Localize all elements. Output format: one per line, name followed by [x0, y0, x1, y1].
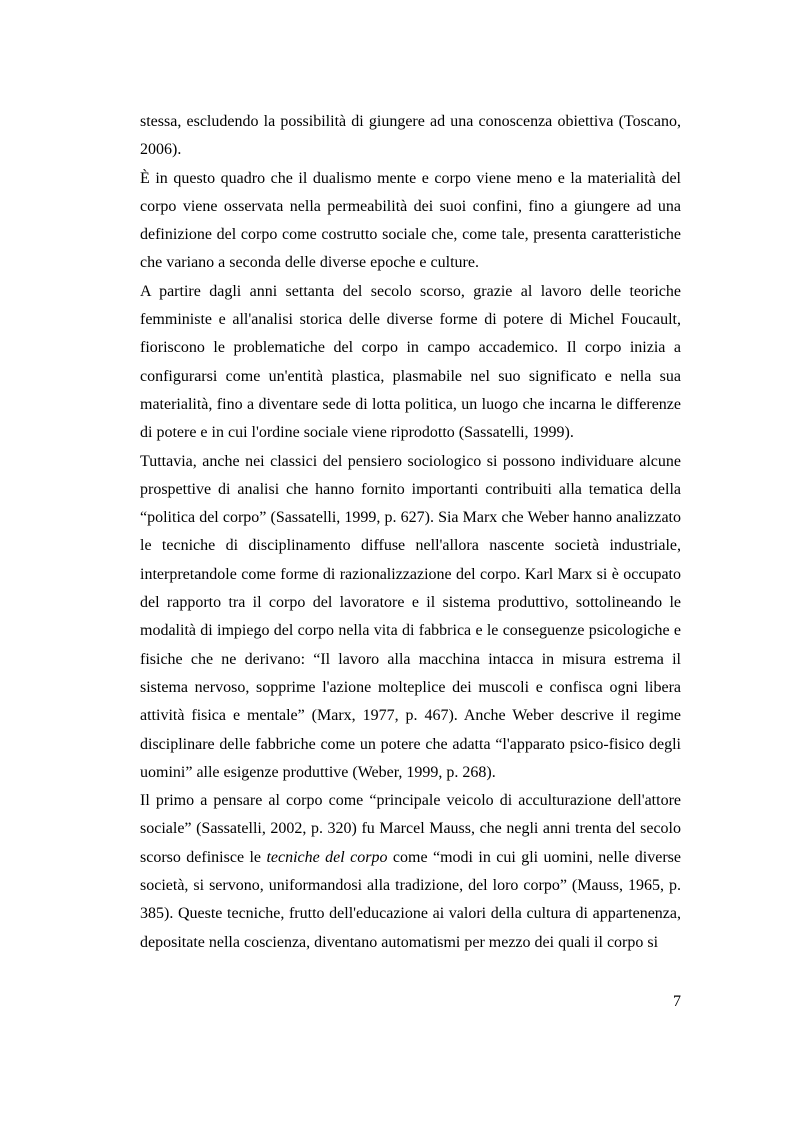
page-number: 7 [673, 993, 681, 1010]
paragraph-seventies: A partire dagli anni settanta del secolo scorso, grazie al lavoro delle teoriche femministe e all'analisi storica delle diverse forme di potere di Michel Foucault, fioriscono le problematiche del corpo in campo accademico. Il corpo inizia a configurarsi come un'entità plastica, plasmabile nel suo significato e nella sua materialità, fino a diventare sede di lotta politica, un luogo che incarna le differenze di potere e in cui l'ordine sociale viene riprodotto (Sassatelli, 1999). [140, 282, 681, 442]
mauss-text-start: Il primo a pensare al corpo come “principale veicolo di acculturazione dell'attore sociale” (Sassatelli, 2002, p. 320) fu Marcel Mauss, che negli anni trenta del secolo scorso definisce le [140, 792, 681, 866]
paragraph-dualism: È in questo quadro che il dualismo mente e corpo viene meno e la materialità del corpo viene osservata nella permeabilità dei suoi confini, fino a giungere ad una definizione del corpo come costrutto sociale che, come tale, presenta caratteristiche che variano a seconda delle diverse epoche e culture. [140, 169, 681, 272]
mauss-text-end: come “modi in cui gli uomini, nelle diverse società, si servono, uniformandosi alla tradizione, del loro corpo” (Mauss, 1965, p. 385). Queste tecniche, frutto dell'educazione ai valori della cultura di appartenenza, depositate nella coscienza, diventano automatismi per mezzo dei quali il corpo si [140, 848, 681, 951]
italic-term: tecniche del corpo [266, 848, 388, 866]
paragraph-continuation: stessa, escludendo la possibilità di giungere ad una conoscenza obiettiva (Toscano, 2006). [140, 113, 681, 159]
paragraph-mauss [140, 787, 681, 957]
paragraph-classics: Tuttavia, anche nei classici del pensiero sociologico si possono individuare alcune prospettive di analisi che hanno fornito importanti contribuiti alla tematica della “politica del corpo” (Sassatelli, 1999, p. 627). Sia Marx che Weber hanno analizzato le tecniche di disciplinamento diffuse nell'allora nascente società industriale, interpretandole come forme di razionalizzazione del corpo. Karl Marx si è occupato del rapporto tra il corpo del lavoratore e il sistema produttivo, sottolineando le modalità di impiego del corpo nella vita di fabbrica e le conseguenze psicologiche e fisiche che ne derivano: “Il lavoro alla macchina intacca in misura estrema il sistema nervoso, sopprime l'azione molteplice dei muscoli e confisca ogni libera attività fisica e mentale” (Marx, 1977, p. 467). Anche Weber descrive il regime disciplinare delle fabbriche come un potere che adatta “l'apparato psico-fisico degli uomini” alle esigenze produttive (Weber, 1999, p. 268). [140, 452, 681, 781]
document-body [140, 108, 681, 957]
